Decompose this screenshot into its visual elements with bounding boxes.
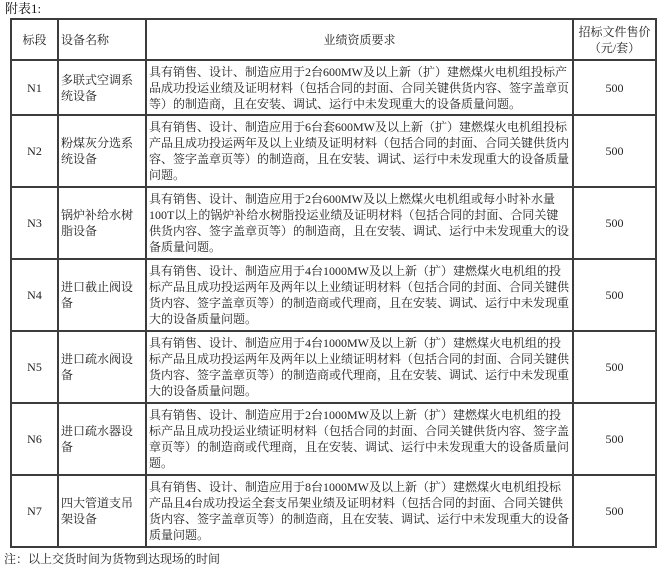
price-cell: 500 — [573, 187, 656, 259]
table-row-n4 — [11, 259, 656, 331]
equipment-cell: 进口疏水阀设备 — [58, 331, 146, 403]
table-row-n7 — [11, 475, 656, 547]
equipment-cell: 四大管道支吊架设备 — [58, 475, 146, 547]
requirements-cell: 具有销售、设计、制造应用于4台1000MW及以上新（扩）建燃煤火电机组的投标产品且成功投运两年及两年以上业绩证明材料（包括合同的封面、合同关键供货内容、签字盖章页等）的制造商或代理商，且在安装、调试、运行中未发现重大的设备质量问题。 — [146, 259, 573, 331]
section-cell: N3 — [11, 187, 58, 259]
table-row-n1 — [11, 60, 656, 115]
header-price — [573, 19, 656, 60]
price-cell: 500 — [573, 475, 656, 547]
footnote: 注：以上交货时间为货物到达现场的时间 — [4, 552, 221, 566]
section-cell: N4 — [11, 259, 58, 331]
equipment-cell: 进口疏水器设备 — [58, 403, 146, 475]
price-cell: 500 — [573, 259, 656, 331]
qualification-table — [10, 18, 657, 548]
section-cell: N5 — [11, 331, 58, 403]
header-requirements: 业绩资质要求 — [146, 19, 573, 60]
price-cell: 500 — [573, 60, 656, 115]
page-title: 附表1: — [5, 1, 42, 16]
table-row-n2 — [11, 115, 656, 187]
equipment-cell: 进口截止阀设备 — [58, 259, 146, 331]
requirements-cell: 具有销售、设计、制造应用于6台套600MW及以上新（扩）建燃煤火电机组投标产品且成功投运两年及以上业绩及证明材料（包括合同的封面、合同关键供货内容、签字盖章页等）的制造商，且在安装、调试、运行中未发现重大的设备质量问题。 — [146, 115, 573, 187]
header-equipment: 设备名称 — [58, 19, 146, 60]
requirements-cell: 具有销售、设计、制造应用于8台1000MW及以上新（扩）建燃煤火电机组投标产品且4台成功投运全套支吊架业绩及证明材料（包括合同的封面、合同关键供货内容、签字盖章页等）的制造商，且在安装、调试、运行中未发现重大的设备质量问题。 — [146, 475, 573, 547]
header-price-line2: （元/套） — [588, 40, 641, 55]
table-row-n5 — [11, 331, 656, 403]
section-cell: N2 — [11, 115, 58, 187]
requirements-cell: 具有销售、设计、制造应用于2台600MW及以上燃煤火电机组或每小时补水量100T以上的锅炉补给水树脂投运业绩及证明材料（包括合同的封面、合同关键供货内容、签字盖章页等）的制造商，且在安装、调试、运行中未发现重大的设备质量问题。 — [146, 187, 573, 259]
price-cell: 500 — [573, 331, 656, 403]
equipment-cell: 锅炉补给水树脂设备 — [58, 187, 146, 259]
requirements-cell: 具有销售、设计、制造应用于2台600MW及以上新（扩）建燃煤火电机组投标产品成功投运业绩及证明材料（包括合同的封面、合同关键供货内容、签字盖章页等）的制造商，且在安装、调试、运行中未发现重大的设备质量问题。 — [146, 60, 573, 115]
table-row-n3 — [11, 187, 656, 259]
equipment-cell: 粉煤灰分选系统设备 — [58, 115, 146, 187]
table-header-row — [11, 19, 656, 60]
header-section: 标段 — [11, 19, 58, 60]
table-row-n6 — [11, 403, 656, 475]
equipment-cell: 多联式空调系统设备 — [58, 60, 146, 115]
requirements-cell: 具有销售、设计、制造应用于4台1000MW及以上新（扩）建燃煤火电机组的投标产品且成功投运两年及两年以上业绩证明材料（包括合同的封面、合同关键供货内容、签字盖章页等）的制造商或代理商，且在安装、调试、运行中未发现重大的设备质量问题。 — [146, 331, 573, 403]
price-cell: 500 — [573, 115, 656, 187]
header-price-line1: 招标文件售价 — [578, 24, 651, 39]
section-cell: N6 — [11, 403, 58, 475]
price-cell: 500 — [573, 403, 656, 475]
section-cell: N1 — [11, 60, 58, 115]
requirements-cell: 具有销售、设计、制造应用于2台1000MW及以上新（扩）建燃煤火电机组的投标产品且成功投运业绩证明材料（包括合同的封面、合同关键供货内容、签字盖章页等）的制造商或代理商，且在安装、调试、运行中未发现重大的设备质量问题。 — [146, 403, 573, 475]
section-cell: N7 — [11, 475, 58, 547]
